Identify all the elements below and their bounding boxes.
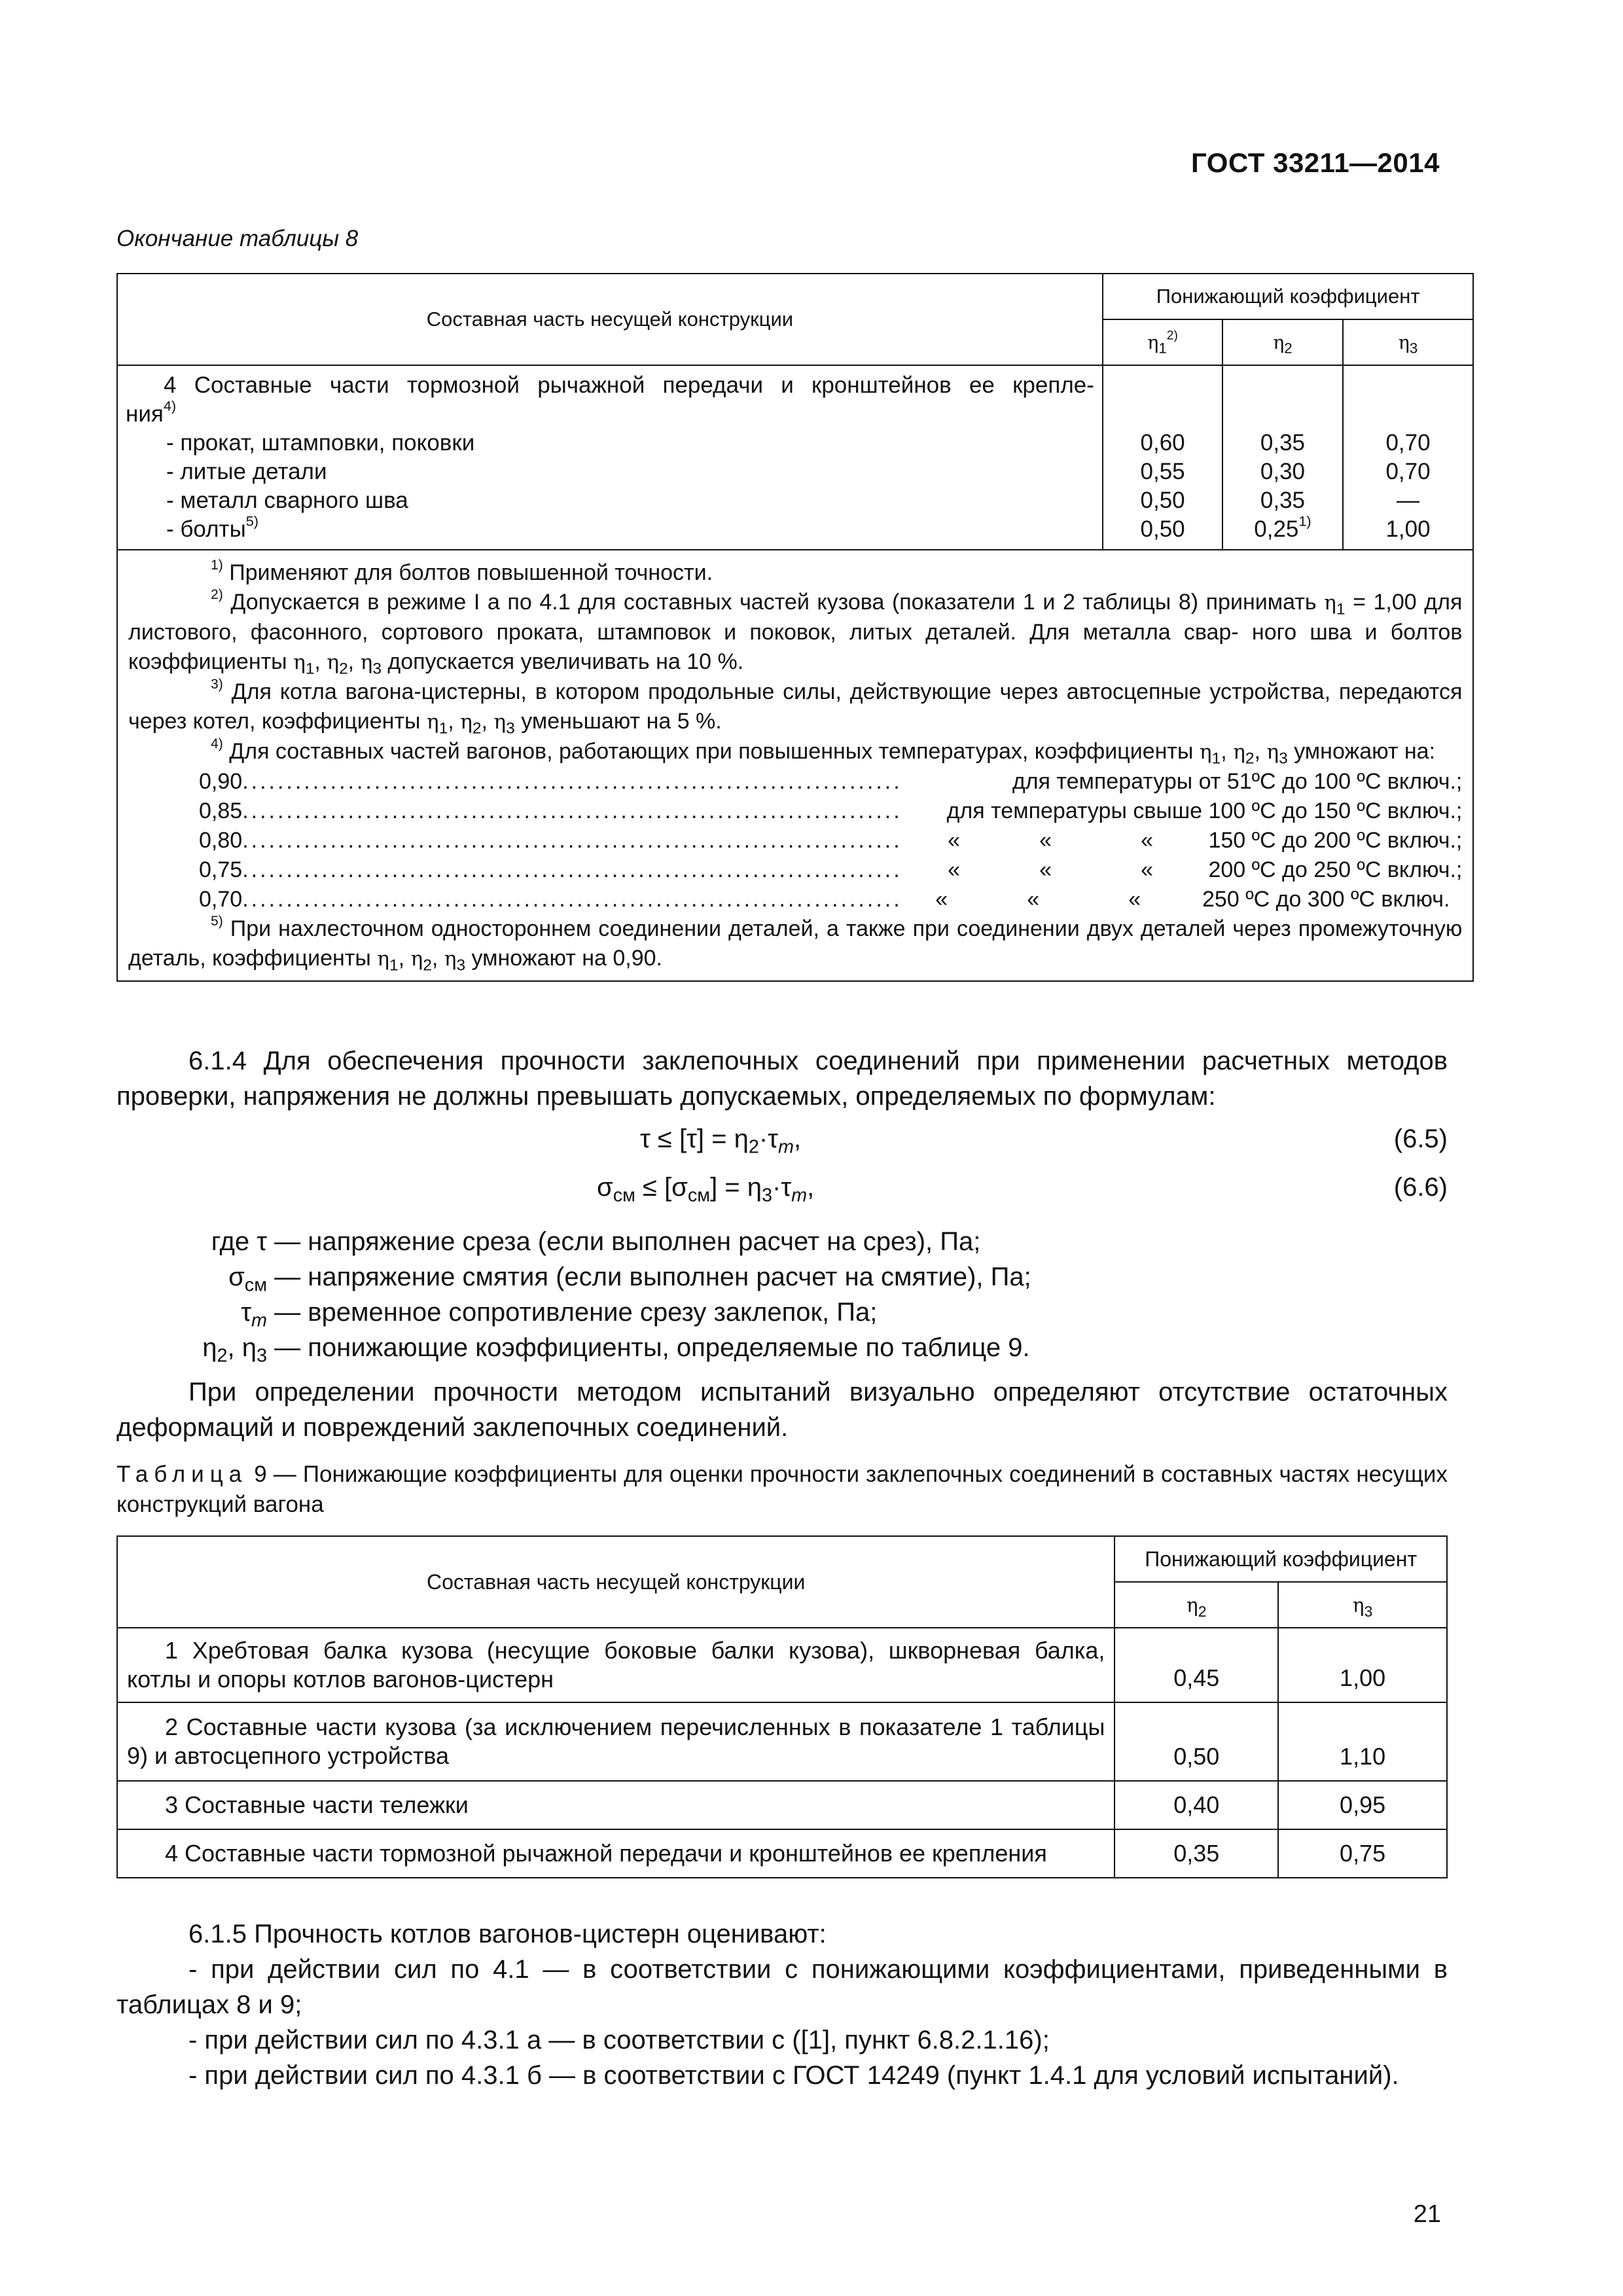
table-8-footnotes — [117, 550, 1473, 981]
section-6-1-5-title: 6.1.5 Прочность котлов вагонов-цистерн оценивают: — [188, 1920, 827, 1948]
list-item: - при действии сил по 4.1 — в соответствии с понижающими коэффициентами, приведенными в таблицах 8 и 9; — [116, 1955, 1448, 2019]
col-header-coef: Понижающий коэффициент — [1115, 1536, 1447, 1582]
section-6-1-4-text: 6.1.4 Для обеспечения прочности заклепочных соединений при применении расчетных методов проверки, напряжения не должны превышать допускаемых, определяемых по формулам: — [116, 1047, 1448, 1111]
footnote-3: $^{3)}$ Для котла вагона-цистерны, в котором продольные силы, действующие через автосцепные устройства, передаются через котел, коэффициенты $\eta_1$, $\eta_2$, $\eta_3$ уменьшают на 5 %. — [128, 677, 1463, 738]
footnote-4: $^{4)}$ Для составных частей вагонов, работающих при повышенных температурах, коэффициенты $\eta_1$, $\eta_2$, $\eta_3$ умножают на: — [211, 736, 1436, 768]
formula-6-5: $\tau \le [\tau] = \eta_2\cdot\tau_m$, — [640, 1124, 802, 1158]
col-header-eta3: $\eta_3$ — [1343, 319, 1474, 365]
col-header-eta2: $\eta_2$ — [1115, 1582, 1278, 1628]
table-9 — [116, 1535, 1448, 1878]
where-list — [116, 1224, 1031, 1365]
formula-6-6: $\sigma_{см} \le [\sigma_{см}] = \eta_3\cdot\tau_m$, — [597, 1173, 815, 1206]
col-header-part: Составная часть несущей конструкции — [117, 274, 1103, 365]
table-row: 4 Составные части тормозной рычажной передачи и кронштейнов ее крепления 0,35 0,75 — [117, 1829, 1447, 1878]
row4-description: 4 Составные части тормозной рычажной передачи и кронштейнов ее крепле- ния$^{4)}$ - прокат, штамповки, поковки - литые детали - металл сварного шва - болты$^{5)}$ — [117, 365, 1103, 550]
temp-line: 0,90 ........................................................................... для температуры от 51ºС до 100 ºС включ.; — [199, 769, 1463, 794]
table-row — [117, 365, 1473, 550]
page-number: 21 — [1413, 2200, 1441, 2228]
table-continuation-label: Окончание таблицы 8 — [116, 226, 359, 251]
list-item: - при действии сил по 4.3.1 а — в соответствии с ([1], пункт 6.8.2.1.16); — [188, 2026, 1050, 2054]
formula-6-5-number: (6.5) — [1393, 1124, 1448, 1153]
col-header-part: Составная часть несущей конструкции — [117, 1536, 1115, 1628]
where-item: $\eta_2$, $\eta_3$ — понижающие коэффициенты, определяемые по таблице 9. — [202, 1333, 1030, 1367]
where-item: $\sigma_{см}$ — напряжение смятия (если выполнен расчет на смятие), Па; — [228, 1263, 1031, 1296]
col-header-eta1: $\eta_1^{2)}$ — [1103, 319, 1222, 365]
formula-6-6-number: (6.6) — [1393, 1173, 1448, 1202]
temp-line: 0,70 ........................................................................... « « « 250 ºС до 300 ºС включ. — [199, 887, 1450, 912]
footnote-1: $^{1)}$ Применяют для болтов повышенной точности. — [211, 558, 713, 585]
document-id: ГОСТ 33211—2014 — [1191, 147, 1440, 178]
table-row: 2 Составные части кузова (за исключением перечисленных в показателе 1 таблицы 9) и автосцепного устройства 0,50 1,10 — [117, 1702, 1447, 1781]
temp-line: 0,80 ........................................................................... « « « 150 ºС до 200 ºС включ.; — [199, 828, 1463, 853]
footnote-5: $^{5)}$ При нахлесточном одностороннем соединении деталей, а также при соединении двух деталей через промежуточную деталь, коэффициенты $\eta_1$, $\eta_2$, $\eta_3$ умножают на 0,90. — [128, 914, 1463, 975]
col-header-eta3: $\eta_3$ — [1278, 1582, 1447, 1628]
footnote-2: $^{2)}$ Допускается в режиме I а по 4.1 для составных частей кузова (показатели 1 и 2 таблицы 8) принимать $\eta_1 = 1,00$ для листового, фасонного, сортового проката, штамповок и поковок, литых деталей. Для металла свар- ного шва и болтов коэффициенты $\eta_1$, $\eta_2$, $\eta_3$ допускается увеличивать на 10 %. — [128, 587, 1463, 678]
row4-eta1-values: 0,60 0,55 0,50 0,50 — [1103, 365, 1222, 550]
table-row: 1 Хребтовая балка кузова (несущие боковые балки кузова), шкворневая балка, котлы и опоры котлов вагонов-цистерн 0,45 1,00 — [117, 1628, 1447, 1702]
temp-line: 0,85 ........................................................................... для температуры свыше 100 ºС до 150 ºС включ.; — [199, 798, 1463, 823]
section-6-1-5 — [116, 1916, 1448, 2093]
table-row: 3 Составные части тележки 0,40 0,95 — [117, 1781, 1447, 1829]
temp-line: 0,75 ........................................................................... « « « 200 ºС до 250 ºС включ.; — [199, 857, 1463, 882]
section-6-1-4-para2: При определении прочности методом испытаний визуально определяют отсутствие остаточных деформаций и повреждений заклепочных соединений. — [116, 1378, 1448, 1442]
where-item: $\tau_m$ — временное сопротивление срезу заклепок, Па; — [241, 1298, 878, 1331]
where-item: где τ — напряжение среза (если выполнен расчет на срез), Па; — [211, 1227, 981, 1256]
table-9-caption: Таблица 9 — Понижающие коэффициенты для оценки прочности заклепочных соединений в составных частях несущих конструкций вагона — [116, 1462, 1448, 1517]
list-item: - при действии сил по 4.3.1 б — в соответствии с ГОСТ 14249 (пункт 1.4.1 для условий испытаний). — [188, 2061, 1399, 2090]
table-8 — [116, 273, 1474, 982]
row4-eta2-values: 0,35 0,30 0,35 0,25$^{1)}$ — [1222, 365, 1342, 550]
col-header-eta2: $\eta_2$ — [1222, 319, 1342, 365]
row4-eta3-values: 0,70 0,70 — 1,00 — [1343, 365, 1474, 550]
col-header-coef: Понижающий коэффициент — [1103, 274, 1474, 319]
